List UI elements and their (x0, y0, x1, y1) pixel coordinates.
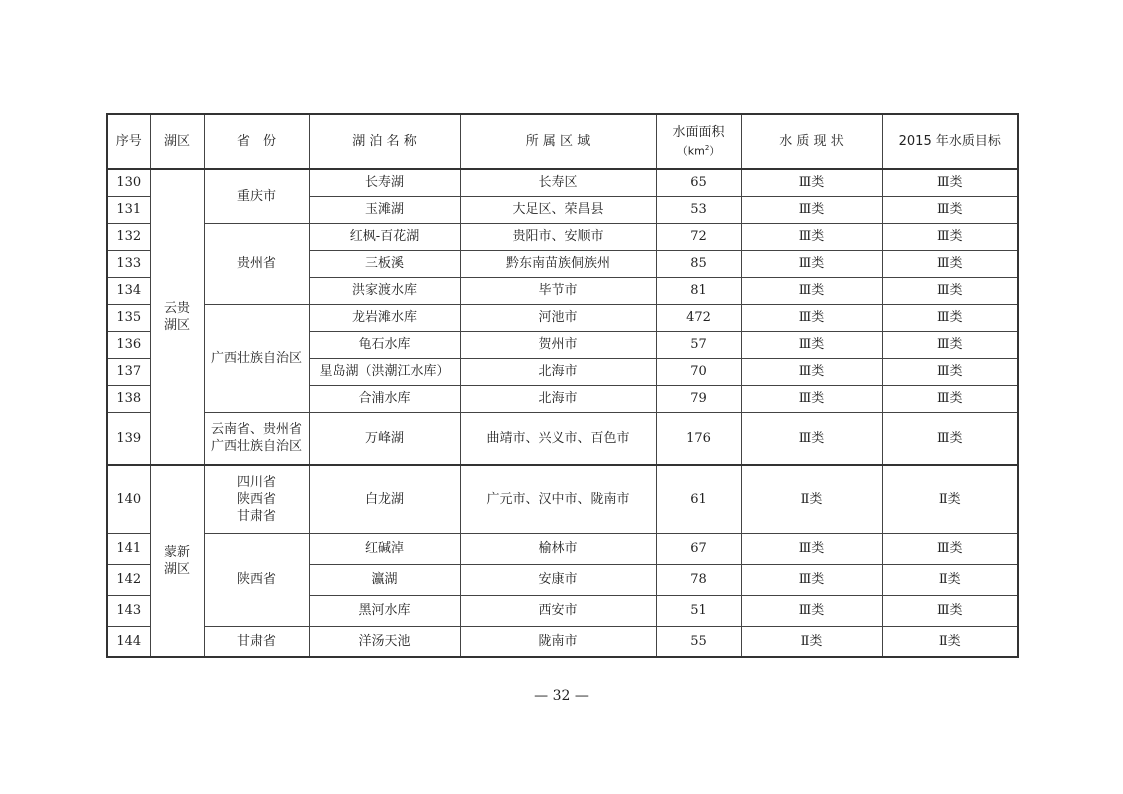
quality-cell: Ⅲ类 (741, 304, 882, 331)
header-quality: 水 质 现 状 (741, 114, 882, 169)
target-cell: Ⅲ类 (882, 533, 1018, 564)
region-cell: 榆林市 (460, 533, 656, 564)
lake-name-cell: 黑河水库 (309, 595, 460, 626)
province-cell: 重庆市 (204, 169, 309, 223)
header-region: 所 属 区 域 (460, 114, 656, 169)
table-row (107, 223, 1018, 250)
water-area-cell: 79 (656, 385, 741, 412)
water-area-cell: 81 (656, 277, 741, 304)
quality-cell: Ⅲ类 (741, 358, 882, 385)
target-cell: Ⅲ类 (882, 277, 1018, 304)
quality-cell: Ⅲ类 (741, 277, 882, 304)
water-area-cell: 55 (656, 626, 741, 657)
lake-name-cell: 白龙湖 (309, 465, 460, 533)
water-area-cell: 176 (656, 412, 741, 465)
quality-cell: Ⅲ类 (741, 250, 882, 277)
lake-name-cell: 玉滩湖 (309, 196, 460, 223)
region-cell: 大足区、荣昌县 (460, 196, 656, 223)
lake-name-cell: 瀛湖 (309, 564, 460, 595)
quality-cell: Ⅲ类 (741, 331, 882, 358)
water-area-cell: 61 (656, 465, 741, 533)
region-cell: 毕节市 (460, 277, 656, 304)
target-cell: Ⅲ类 (882, 412, 1018, 465)
region-cell: 西安市 (460, 595, 656, 626)
quality-cell: Ⅲ类 (741, 533, 882, 564)
province-cell: 甘肃省 (204, 626, 309, 657)
province-cell: 贵州省 (204, 223, 309, 304)
region-cell: 贵阳市、安顺市 (460, 223, 656, 250)
table-row (107, 304, 1018, 331)
lake-name-cell: 长寿湖 (309, 169, 460, 196)
quality-cell: Ⅲ类 (741, 595, 882, 626)
lake-name-cell: 红枫-百花湖 (309, 223, 460, 250)
region-cell: 河池市 (460, 304, 656, 331)
quality-cell: Ⅲ类 (741, 196, 882, 223)
water-area-cell: 72 (656, 223, 741, 250)
region-cell: 黔东南苗族侗族州 (460, 250, 656, 277)
row-no: 138 (107, 385, 150, 412)
row-no: 133 (107, 250, 150, 277)
row-no: 134 (107, 277, 150, 304)
row-no: 132 (107, 223, 150, 250)
header-no: 序号 (107, 114, 150, 169)
header-lake-area: 湖区 (150, 114, 204, 169)
region-cell: 北海市 (460, 358, 656, 385)
row-no: 137 (107, 358, 150, 385)
quality-cell: Ⅲ类 (741, 412, 882, 465)
water-area-cell: 78 (656, 564, 741, 595)
table-row (107, 412, 1018, 465)
lake-name-cell: 合浦水库 (309, 385, 460, 412)
header-water-area-label: 水面面积 (672, 125, 725, 141)
target-cell: Ⅲ类 (882, 595, 1018, 626)
region-cell: 长寿区 (460, 169, 656, 196)
water-area-cell: 51 (656, 595, 741, 626)
header-target: 2015 年水质目标 (882, 114, 1018, 169)
quality-cell: Ⅱ类 (741, 465, 882, 533)
target-cell: Ⅱ类 (882, 626, 1018, 657)
region-cell: 陇南市 (460, 626, 656, 657)
target-cell: Ⅲ类 (882, 385, 1018, 412)
row-no: 142 (107, 564, 150, 595)
target-cell: Ⅲ类 (882, 223, 1018, 250)
header-water-area (656, 114, 741, 169)
row-no: 140 (107, 465, 150, 533)
water-area-cell: 85 (656, 250, 741, 277)
header-water-area-unit: $(km^2)$ (676, 144, 721, 158)
water-area-cell: 67 (656, 533, 741, 564)
quality-cell: Ⅱ类 (741, 626, 882, 657)
lake-name-cell: 三板溪 (309, 250, 460, 277)
row-no: 139 (107, 412, 150, 465)
table-row (107, 465, 1018, 533)
province-cell: 广西壮族自治区 (204, 304, 309, 412)
water-area-cell: 65 (656, 169, 741, 196)
province-cell: 四川省 陕西省 甘肃省 (204, 465, 309, 533)
target-cell: Ⅱ类 (882, 465, 1018, 533)
lake-area-cell: 云贵 湖区 (150, 169, 204, 465)
row-no: 131 (107, 196, 150, 223)
water-area-cell: 70 (656, 358, 741, 385)
province-cell: 陕西省 (204, 533, 309, 626)
water-area-cell: 53 (656, 196, 741, 223)
target-cell: Ⅲ类 (882, 331, 1018, 358)
lake-name-cell: 万峰湖 (309, 412, 460, 465)
lake-name-cell: 红碱淖 (309, 533, 460, 564)
lake-name-cell: 龙岩滩水库 (309, 304, 460, 331)
region-cell: 贺州市 (460, 331, 656, 358)
page-number: — 32 — (534, 688, 589, 704)
row-no: 144 (107, 626, 150, 657)
lake-name-cell: 龟石水库 (309, 331, 460, 358)
header-lake-name: 湖 泊 名 称 (309, 114, 460, 169)
table-row (107, 533, 1018, 564)
lake-area-cell: 蒙新 湖区 (150, 465, 204, 657)
water-area-cell: 57 (656, 331, 741, 358)
quality-cell: Ⅲ类 (741, 169, 882, 196)
lake-table (106, 113, 1019, 658)
water-area-cell: 472 (656, 304, 741, 331)
lake-name-cell: 星岛湖（洪潮江水库） (309, 358, 460, 385)
row-no: 130 (107, 169, 150, 196)
row-no: 141 (107, 533, 150, 564)
region-cell: 广元市、汉中市、陇南市 (460, 465, 656, 533)
lake-name-cell: 洋汤天池 (309, 626, 460, 657)
target-cell: Ⅱ类 (882, 564, 1018, 595)
row-no: 136 (107, 331, 150, 358)
target-cell: Ⅲ类 (882, 304, 1018, 331)
table-row (107, 626, 1018, 657)
target-cell: Ⅲ类 (882, 358, 1018, 385)
header-row (107, 114, 1018, 169)
quality-cell: Ⅲ类 (741, 385, 882, 412)
region-cell: 安康市 (460, 564, 656, 595)
quality-cell: Ⅲ类 (741, 564, 882, 595)
target-cell: Ⅲ类 (882, 196, 1018, 223)
row-no: 143 (107, 595, 150, 626)
region-cell: 曲靖市、兴义市、百色市 (460, 412, 656, 465)
quality-cell: Ⅲ类 (741, 223, 882, 250)
region-cell: 北海市 (460, 385, 656, 412)
row-no: 135 (107, 304, 150, 331)
target-cell: Ⅲ类 (882, 250, 1018, 277)
lake-name-cell: 洪家渡水库 (309, 277, 460, 304)
table-row (107, 169, 1018, 196)
target-cell: Ⅲ类 (882, 169, 1018, 196)
province-cell: 云南省、贵州省 广西壮族自治区 (204, 412, 309, 465)
header-province: 省 份 (204, 114, 309, 169)
